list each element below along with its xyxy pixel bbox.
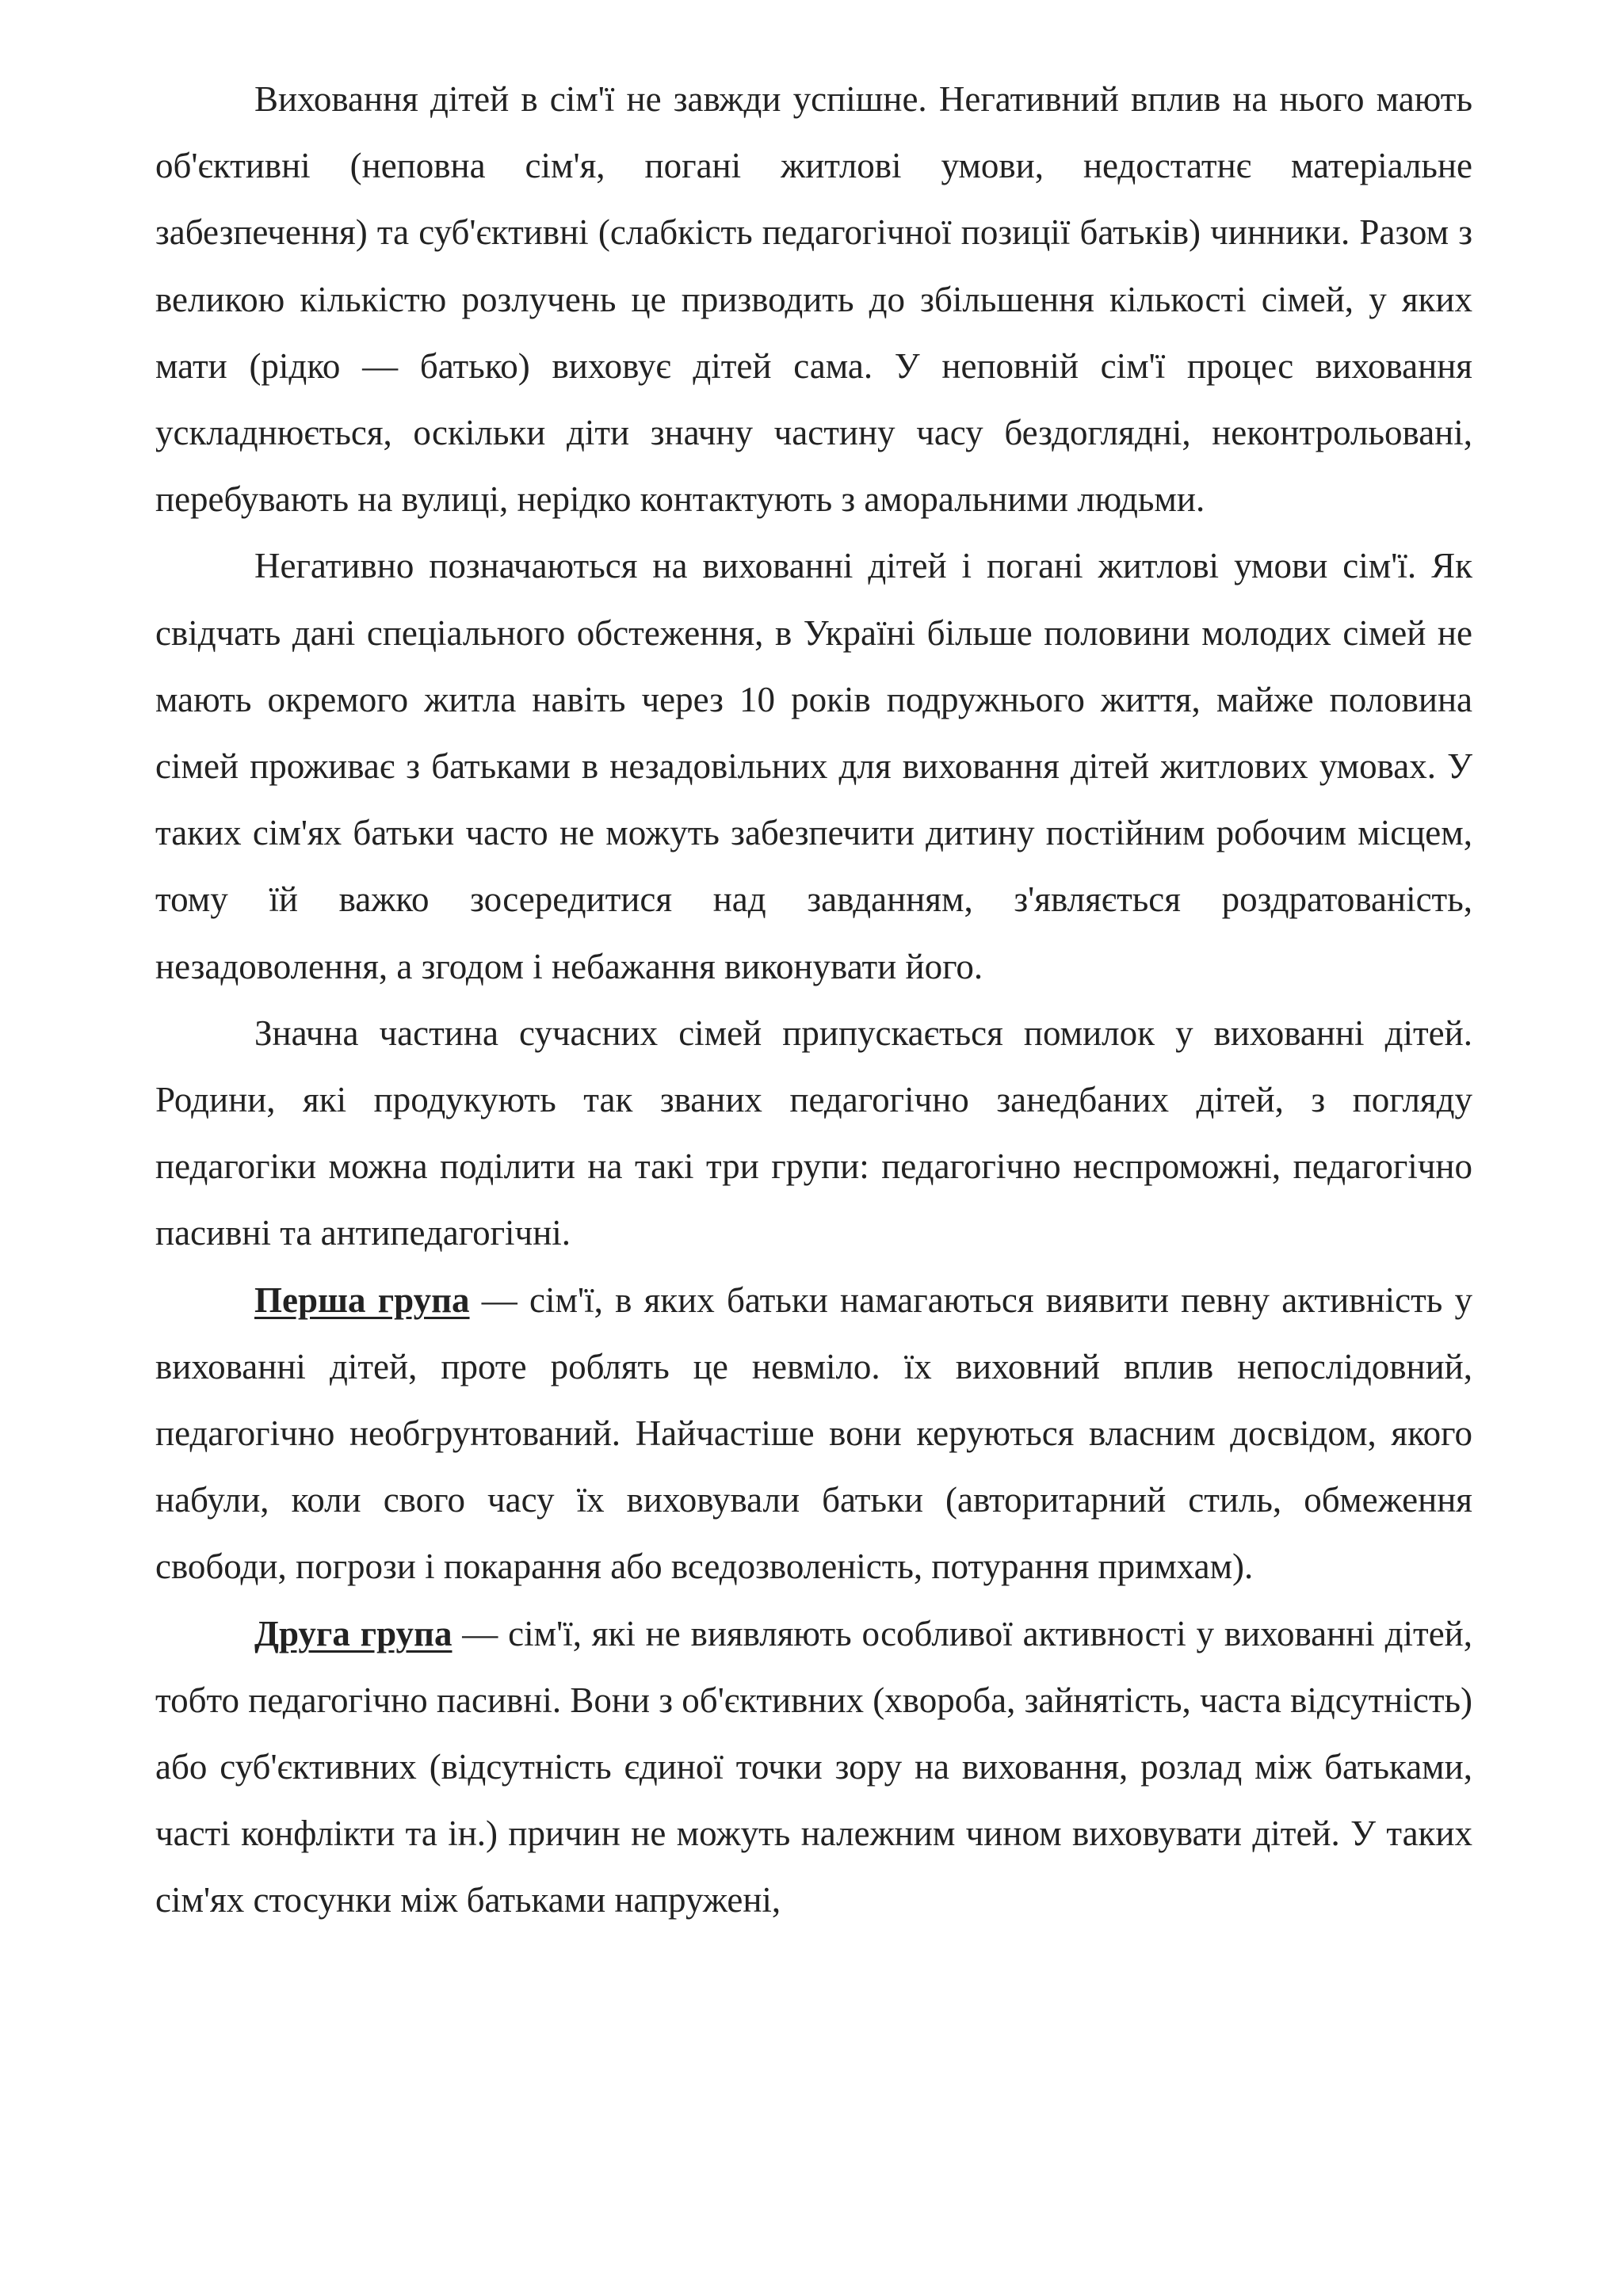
paragraph-5 — [155, 1600, 1472, 1934]
paragraph-1-text: Виховання дітей в сім'ї не завжди успішне. Негативний вплив на нього мають об'єктивні (неповна сім'я, погані житлові умови, недостатнє матеріальне забезпечення) та суб'єктивні (слабкість педагогічної позиції батьків) чинники. Разом з великою кількістю розлучень це призводить до збільшення кількості сімей, у яких мати (рідко — батько) виховує дітей сама. У неповній сім'ї процес виховання ускладнюється, оскільки діти значну частину часу бездоглядні, неконтрольовані, перебувають на вулиці, нерідко контактують з аморальними людьми. — [155, 79, 1472, 520]
paragraph-1 — [155, 66, 1472, 532]
paragraph-5-text: — сім'ї, які не виявляють особливої активності у вихованні дітей, тобто педагогічно пасивні. Вони з об'єктивних (хвороба, зайнятість, часта відсутність) або суб'єктивних (відсутність єдиної точки зору на виховання, розлад між батьками, часті конфлікти та ін.) причин не можуть належним чином виховувати дітей. У таких сім'ях стосунки між батьками напружені, — [155, 1613, 1472, 1920]
document-body — [155, 66, 1472, 1934]
paragraph-4-text: — сім'ї, в яких батьки намагаються виявити певну активність у вихованні дітей, проте роблять це невміло. їх виховний вплив непослідовний, педагогічно необгрунтований. Найчастіше вони керуються власним досвідом, якого набули, коли свого часу їх виховували батьки (авторитарний стиль, обмеження свободи, погрози і покарання або вседозволеність, потурання примхам). — [155, 1280, 1473, 1587]
paragraph-3-text: Значна частина сучасних сімей припускається помилок у вихованні дітей. Родини, які продукують так званих педагогічно занедбаних дітей, з погляду педагогіки можна поділити на такі три групи: педагогічно неспроможні, педагогічно пасивні та антипедагогічні. — [155, 1013, 1472, 1253]
paragraph-4-lead: Перша група — [254, 1280, 470, 1320]
paragraph-4 — [155, 1267, 1472, 1600]
paragraph-3 — [155, 1000, 1472, 1267]
paragraph-2 — [155, 532, 1472, 999]
paragraph-5-lead: Друга група — [254, 1613, 453, 1653]
paragraph-2-text: Негативно позначаються на вихованні дітей і погані житлові умови сім'ї. Як свідчать дані спеціального обстеження, в Україні більше половини молодих сімей не мають окремого житла навіть через 10 років подружнього життя, майже половина сімей проживає з батьками в незадовільних для виховання дітей житлових умовах. У таких сім'ях батьки часто не можуть забезпечити дитину постійним робочим місцем, тому їй важко зосередитися над завданням, з'являється роздратованість, незадоволення, а згодом і небажання виконувати його. — [155, 546, 1472, 986]
